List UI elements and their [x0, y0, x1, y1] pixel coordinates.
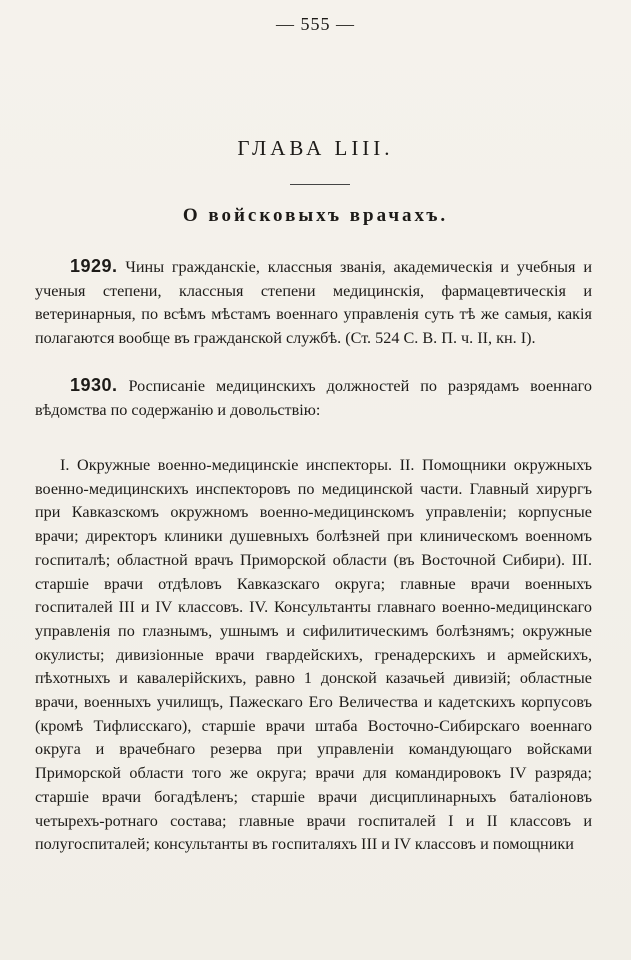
page-number: — 555 —	[276, 14, 355, 34]
title-divider	[290, 184, 350, 185]
article-number: 1929.	[70, 256, 118, 276]
article-1930	[35, 374, 592, 422]
section-title: О войсковыхъ врачахъ.	[182, 205, 449, 226]
article-1929	[35, 255, 592, 351]
article-text: Чины гражданскіе, классныя званія, академическія и учебныя и ученыя степени, классныя степени медицинскія, фармацевтическія и ветеринарныя, по всѣмъ мѣстамъ военнаго управленія суть тѣ же самыя, какія полагаются вообще въ гражданской службѣ. (Ст. 524 С. В. П. ч. II, кн. I).	[35, 258, 592, 348]
article-number: 1930.	[70, 375, 118, 395]
article-text: Росписаніе медицинскихъ должностей по разрядамъ военнаго вѣдомства по содержанію и довольствію:	[35, 377, 592, 419]
schedule-paragraph: I. Окружные военно-медицинскіе инспекторы. II. Помощники окружныхъ военно-медицинскихъ инспекторовъ по медицинской части. Главный хирургъ при Кавказскомъ окружномъ военно-медицинскомъ управленіи; корпусные врачи; директоръ клиники душевныхъ болѣзней при клиническомъ военномъ госпиталѣ; областной врачъ Приморской области (въ Восточной Сибири). III. старшіе врачи отдѣловъ Кавказскаго округа; главные врачи военныхъ госпиталей III и IV классовъ. IV. Консультанты главнаго военно-медицинскаго управленія по глазнымъ, ушнымъ и сифилитическимъ болѣзнямъ; окружные окулисты; дивизіонные врачи гвардейскихъ, гренадерскихъ и армейскихъ, пѣхотныхъ и кавалерійскихъ, равно 1 донской казачьей дивизій; областные врачи, военныхъ училищъ, Пажескаго Его Величества и кадетскихъ корпусовъ (кромѣ Тифлисскаго), старшіе врачи штаба Восточно-Сибирскаго военнаго округа и врачебнаго резерва при управленіи командующаго войсками Приморской области того же округа; врачи для командировокъ IV разряда; старшіе врачи богадѣленъ; старшіе врачи дисциплинарныхъ баталіоновъ четырехъ-ротнаго состава; главные врачи госпиталей I и II классовъ и полугоспиталей; консультанты въ госпиталяхъ III и IV классовъ и помощники	[35, 456, 592, 854]
chapter-title: ГЛАВА LIII.	[237, 136, 394, 160]
